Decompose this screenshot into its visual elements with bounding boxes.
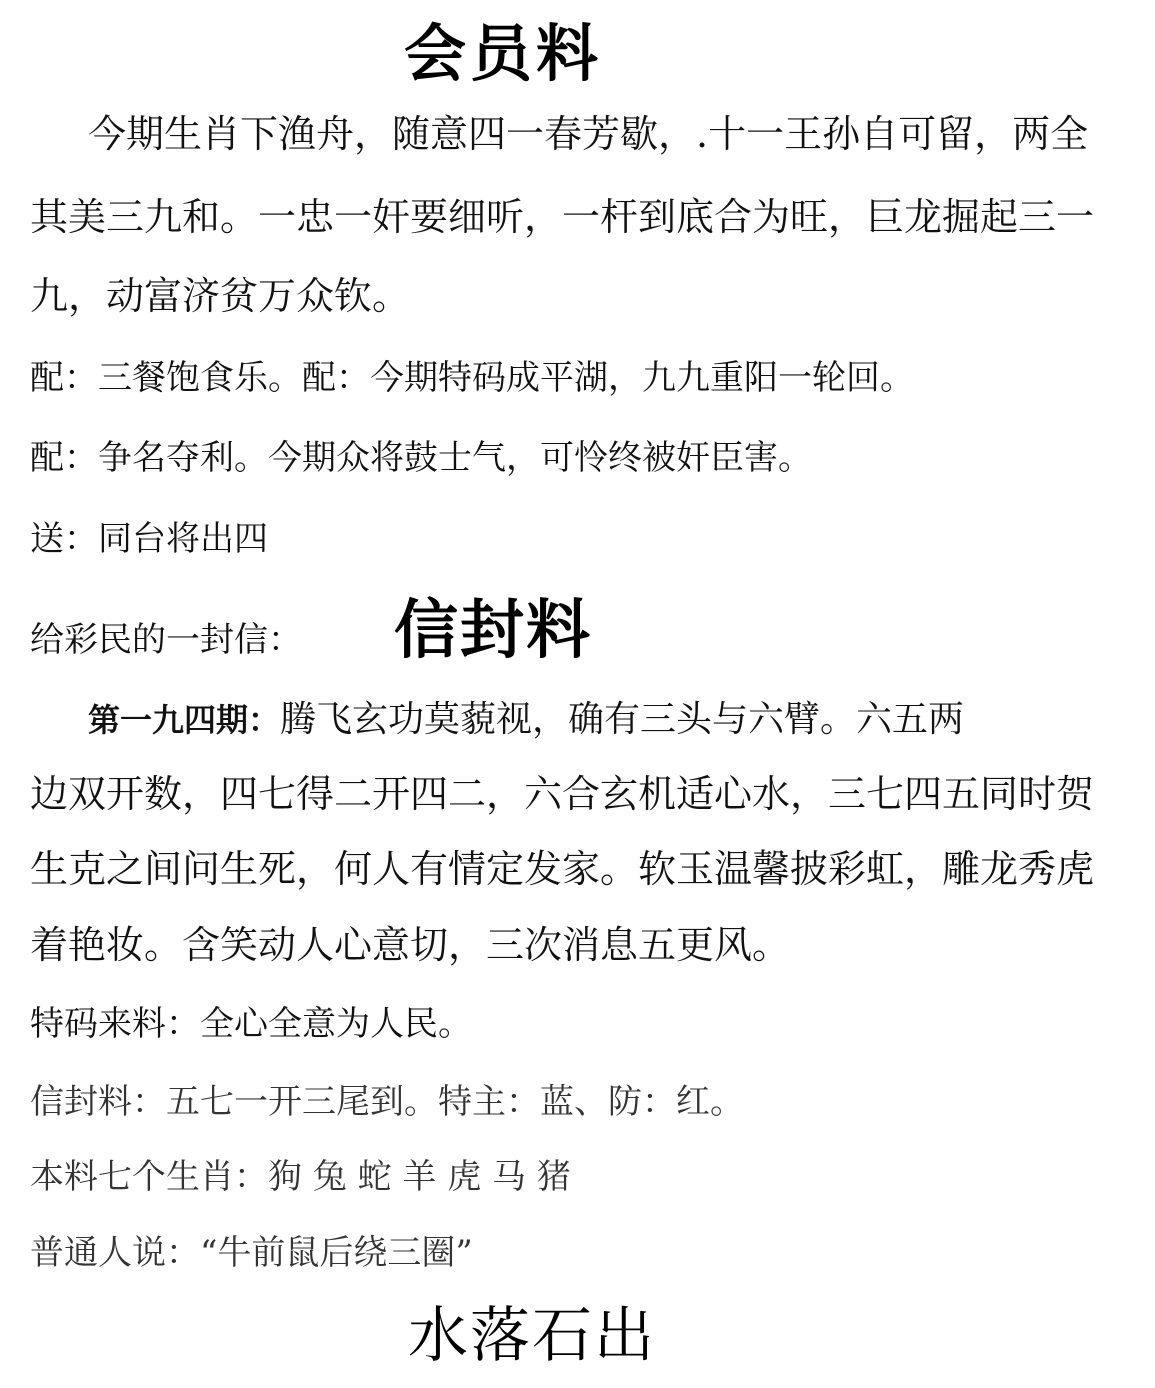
issue-first-line: 腾飞玄功莫藐视，确有三头与六臂。六五两 xyxy=(280,699,965,740)
pei-line-1: 配：三餐饱食乐。配：今期特码成平湖，九九重阳一轮回。 xyxy=(30,358,914,398)
member-poem-line-2: 其美三九和。一忠一奸要细听，一杆到底合为旺，巨龙掘起三一 xyxy=(30,195,1095,239)
issue-line-3: 生克之间问生死，何人有情定发家。软玉温馨披彩虹，雕龙秀虎 xyxy=(30,847,1095,891)
saying-line: 普通人说：“牛前鼠后绕三圈” xyxy=(30,1233,473,1273)
envelope-line: 信封料：五七一开三尾到。特主：蓝、防：红。 xyxy=(30,1082,744,1122)
member-poem-line-1: 今期生肖下渔舟，随意四一春芳歇，.十一王孙自可留，两全 xyxy=(88,112,1089,156)
song-line: 送：同台将出四 xyxy=(30,519,268,559)
pei-line-2: 配：争名夺利。今期众将鼓士气，可怜终被奸臣害。 xyxy=(30,438,812,478)
footer-heading: 水落石出 xyxy=(408,1301,656,1371)
issue-line-4: 着艳妆。含笑动人心意切，三次消息五更风。 xyxy=(30,923,791,967)
envelope-heading: 信封料 xyxy=(394,594,592,668)
member-poem-line-3: 九，动富济贫万众钦。 xyxy=(30,274,411,318)
issue-line-1 xyxy=(88,694,964,744)
tema-line: 特码来料：全心全意为人民。 xyxy=(30,1004,472,1044)
issue-line-2: 边双开数，四七得二开四二，六合玄机适心水，三七四五同时贺 xyxy=(30,772,1095,816)
letter-label: 给彩民的一封信： xyxy=(30,620,302,660)
member-heading: 会员料 xyxy=(404,17,603,90)
issue-label: 第一九四期： xyxy=(88,701,281,739)
zodiac-line: 本料七个生肖：狗 兔 蛇 羊 虎 马 猪 xyxy=(30,1157,571,1197)
